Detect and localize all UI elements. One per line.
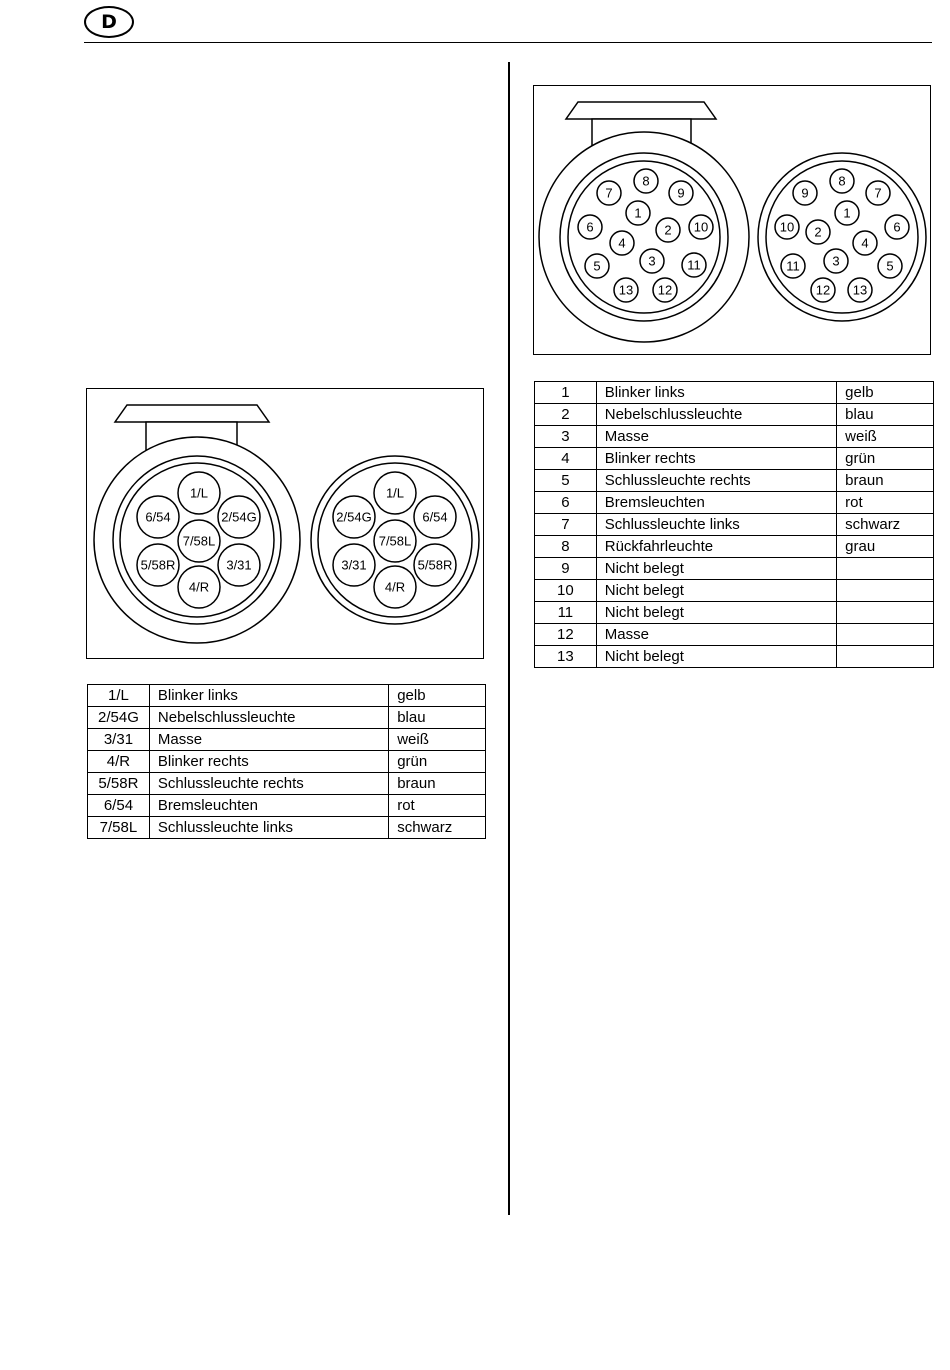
function-cell: Schlussleuchte rechts: [149, 773, 388, 795]
table-row: [88, 795, 486, 817]
pin-cell: 11: [535, 602, 597, 624]
pin-label: 3/31: [226, 557, 252, 573]
pin-label: 12: [657, 282, 673, 298]
pin-label: 4/R: [384, 579, 406, 595]
pin-cell: 7/58L: [88, 817, 150, 839]
pin-label: 1/L: [385, 485, 405, 501]
color-cell: braun: [837, 470, 934, 492]
pin-label: 5: [593, 258, 601, 274]
color-cell: weiß: [837, 426, 934, 448]
function-cell: Schlussleuchte rechts: [596, 470, 836, 492]
pin-table-13pin: [534, 381, 934, 668]
color-cell: grün: [837, 448, 934, 470]
pin-cell: 8: [535, 536, 597, 558]
function-cell: Schlussleuchte links: [149, 817, 388, 839]
function-cell: Blinker links: [149, 685, 388, 707]
pin-label: 2/54G: [221, 509, 257, 525]
pin-label: 2: [814, 224, 822, 240]
pin-label: 7: [874, 185, 882, 201]
pin-label: 9: [801, 185, 809, 201]
pin-cell: 6: [535, 492, 597, 514]
pin-label: 11: [687, 257, 701, 273]
table-row: [535, 624, 934, 646]
diagram-13pin: [533, 85, 931, 355]
color-cell: [837, 580, 934, 602]
function-cell: Nicht belegt: [596, 558, 836, 580]
pin-cell: 12: [535, 624, 597, 646]
pin-label: 5: [886, 258, 894, 274]
pin-label: 5/58R: [417, 557, 453, 573]
table-row: [535, 536, 934, 558]
pin-cell: 1/L: [88, 685, 150, 707]
function-cell: Schlussleuchte links: [596, 514, 836, 536]
pin-label: 3: [832, 253, 840, 269]
table-row: [535, 514, 934, 536]
pin-label: 1: [843, 205, 851, 221]
table-row: [535, 646, 934, 668]
color-cell: [837, 558, 934, 580]
table-row: [88, 773, 486, 795]
function-cell: Nicht belegt: [596, 602, 836, 624]
pin-cell: 4: [535, 448, 597, 470]
function-cell: Blinker rechts: [149, 751, 388, 773]
color-cell: grau: [837, 536, 934, 558]
function-cell: Blinker rechts: [596, 448, 836, 470]
color-cell: rot: [389, 795, 486, 817]
pin-label: 9: [677, 185, 685, 201]
pin-label: 6/54: [145, 509, 171, 525]
plug-7pin-pins: [333, 472, 456, 608]
color-cell: [837, 646, 934, 668]
table-row: [535, 426, 934, 448]
pin-cell: 10: [535, 580, 597, 602]
pin-label: 3/31: [341, 557, 367, 573]
pin-label: 11: [786, 258, 800, 274]
pin-label: 13: [618, 282, 634, 298]
color-cell: [837, 602, 934, 624]
pin-label: 7: [605, 185, 613, 201]
pin-label: 7/58L: [378, 533, 412, 549]
color-cell: grün: [389, 751, 486, 773]
function-cell: Masse: [149, 729, 388, 751]
pin-cell: 1: [535, 382, 597, 404]
table-row: [535, 558, 934, 580]
pin-cell: 4/R: [88, 751, 150, 773]
pin-cell: 2/54G: [88, 707, 150, 729]
color-cell: schwarz: [837, 514, 934, 536]
function-cell: Nebelschlussleuchte: [596, 404, 836, 426]
color-cell: [837, 624, 934, 646]
pin-label: 5/58R: [140, 557, 176, 573]
color-cell: braun: [389, 773, 486, 795]
pin-table-7pin: [87, 684, 486, 839]
table-row: [535, 580, 934, 602]
diagram-7pin-svg: [87, 389, 485, 660]
table-row: [88, 685, 486, 707]
function-cell: Nicht belegt: [596, 580, 836, 602]
column-divider: [508, 62, 510, 1215]
pin-label: 4: [618, 235, 626, 251]
table-row: [535, 470, 934, 492]
pin-cell: 6/54: [88, 795, 150, 817]
pin-label: 6/54: [422, 509, 448, 525]
pin-cell: 7: [535, 514, 597, 536]
table-row: [88, 817, 486, 839]
pin-cell: 5/58R: [88, 773, 150, 795]
pin-cell: 5: [535, 470, 597, 492]
pin-label: 6: [893, 219, 901, 235]
function-cell: Blinker links: [596, 382, 836, 404]
pin-label: 12: [815, 282, 831, 298]
diagram-7pin: [86, 388, 484, 659]
pin-label: 4: [861, 235, 869, 251]
table-row: [535, 382, 934, 404]
pin-label: 3: [648, 253, 656, 269]
plug-13pin-pins: [775, 169, 909, 302]
function-cell: Bremsleuchten: [149, 795, 388, 817]
pin-cell: 13: [535, 646, 597, 668]
table-row: [535, 448, 934, 470]
table-row: [88, 707, 486, 729]
color-cell: weiß: [389, 729, 486, 751]
pin-label: 8: [642, 173, 650, 189]
pin-label: 1: [634, 205, 642, 221]
pin-label: 2/54G: [336, 509, 372, 525]
table-row: [535, 404, 934, 426]
language-badge: D: [84, 6, 134, 38]
table-row: [88, 729, 486, 751]
function-cell: Masse: [596, 624, 836, 646]
header-rule: [84, 42, 932, 43]
color-cell: gelb: [837, 382, 934, 404]
pin-label: 1/L: [189, 485, 209, 501]
pin-label: 13: [852, 282, 868, 298]
pin-label: 7/58L: [182, 533, 216, 549]
pin-cell: 3: [535, 426, 597, 448]
diagram-13pin-svg: [534, 86, 932, 356]
function-cell: Nicht belegt: [596, 646, 836, 668]
pin-cell: 2: [535, 404, 597, 426]
pin-label: 2: [664, 222, 672, 238]
pin-label: 4/R: [188, 579, 210, 595]
table-row: [88, 751, 486, 773]
table-row: [535, 492, 934, 514]
pin-label: 10: [693, 219, 709, 235]
pin-cell: 3/31: [88, 729, 150, 751]
color-cell: gelb: [389, 685, 486, 707]
function-cell: Rückfahrleuchte: [596, 536, 836, 558]
function-cell: Nebelschlussleuchte: [149, 707, 388, 729]
pin-label: 10: [779, 219, 795, 235]
function-cell: Masse: [596, 426, 836, 448]
function-cell: Bremsleuchten: [596, 492, 836, 514]
pin-label: 8: [838, 173, 846, 189]
pin-cell: 9: [535, 558, 597, 580]
color-cell: blau: [837, 404, 934, 426]
color-cell: rot: [837, 492, 934, 514]
color-cell: schwarz: [389, 817, 486, 839]
table-row: [535, 602, 934, 624]
pin-label: 6: [586, 219, 594, 235]
color-cell: blau: [389, 707, 486, 729]
